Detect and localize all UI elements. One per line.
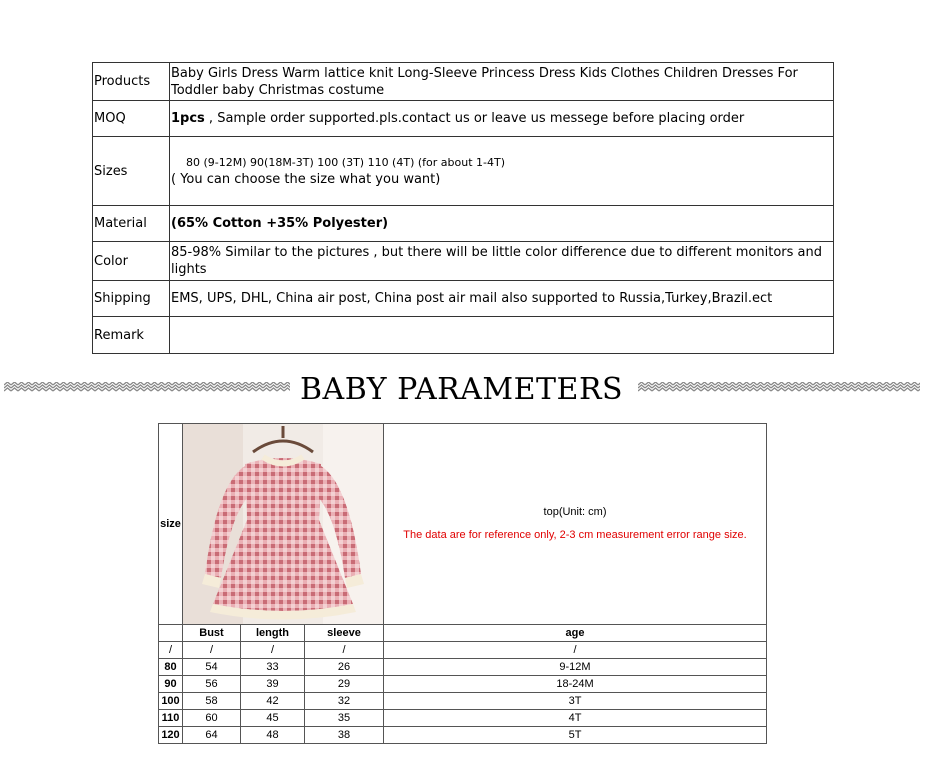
info-value xyxy=(170,317,834,354)
header-sleeve: sleeve xyxy=(305,625,384,642)
size-cell: 90 xyxy=(159,676,183,693)
info-row-moq xyxy=(93,101,834,137)
sizes-note: ( You can choose the size what you want) xyxy=(171,172,441,187)
header-bust: Bust xyxy=(183,625,241,642)
photo-row xyxy=(159,424,767,625)
header-length: length xyxy=(241,625,305,642)
measurement-note: The data are for reference only, 2-3 cm measurement error range size. xyxy=(403,529,747,541)
size-parameter-table xyxy=(158,423,767,744)
table-row xyxy=(159,659,767,676)
age-cell: 18-24M xyxy=(384,676,767,693)
info-row-sizes xyxy=(93,137,834,206)
size-cell: 80 xyxy=(159,659,183,676)
info-value: EMS, UPS, DHL, China air post, China post air mail also supported to Russia,Turkey,Brazil.ect xyxy=(170,281,834,317)
sleeve-cell: 32 xyxy=(305,693,384,710)
unit-cell: / xyxy=(384,642,767,659)
info-value xyxy=(170,206,834,242)
material-value: (65% Cotton +35% Polyester) xyxy=(171,216,389,231)
sleeve-cell: 26 xyxy=(305,659,384,676)
sizes-list: 80 (9-12M) 90(18M-3T) 100 (3T) 110 (4T) (for about 1-4T) xyxy=(186,156,505,169)
info-value: 85-98% Similar to the pictures , but there will be little color difference due to different monitors and lights xyxy=(170,242,834,281)
age-cell: 5T xyxy=(384,727,767,744)
dress-image xyxy=(183,424,383,624)
measurement-note-cell xyxy=(384,424,767,625)
unit-cell: / xyxy=(183,642,241,659)
length-cell: 48 xyxy=(241,727,305,744)
moq-quantity: 1pcs xyxy=(171,111,205,126)
age-cell: 4T xyxy=(384,710,767,727)
unit-label: (Unit: cm) xyxy=(558,506,607,518)
top-label: top xyxy=(543,506,559,518)
bust-cell: 58 xyxy=(183,693,241,710)
info-label: Color xyxy=(93,242,170,281)
unit-cell: / xyxy=(159,642,183,659)
table-row xyxy=(159,676,767,693)
size-cell: 110 xyxy=(159,710,183,727)
age-cell: 3T xyxy=(384,693,767,710)
length-cell: 33 xyxy=(241,659,305,676)
info-label: Remark xyxy=(93,317,170,354)
bust-cell: 54 xyxy=(183,659,241,676)
size-cell: 120 xyxy=(159,727,183,744)
sleeve-cell: 35 xyxy=(305,710,384,727)
info-label: Products xyxy=(93,63,170,101)
length-cell: 39 xyxy=(241,676,305,693)
bust-cell: 56 xyxy=(183,676,241,693)
info-row-shipping xyxy=(93,281,834,317)
zigzag-divider-left xyxy=(4,382,290,394)
info-row-products xyxy=(93,63,834,101)
bust-cell: 64 xyxy=(183,727,241,744)
info-value: Baby Girls Dress Warm lattice knit Long-Sleeve Princess Dress Kids Clothes Children Dresses For Toddler baby Christmas costume xyxy=(170,63,834,101)
info-row-material xyxy=(93,206,834,242)
table-row xyxy=(159,727,767,744)
section-title: BABY PARAMETERS xyxy=(300,372,624,407)
info-row-remark xyxy=(93,317,834,354)
info-value xyxy=(170,101,834,137)
info-label: Sizes xyxy=(93,137,170,206)
info-row-color xyxy=(93,242,834,281)
zigzag-divider-right xyxy=(638,382,920,394)
sleeve-cell: 29 xyxy=(305,676,384,693)
moq-text: , Sample order supported.pls.contact us or leave us messege before placing order xyxy=(204,111,745,126)
size-cell: 100 xyxy=(159,693,183,710)
table-row xyxy=(159,693,767,710)
info-value xyxy=(170,137,834,206)
info-label: MOQ xyxy=(93,101,170,137)
top-unit-label xyxy=(384,505,766,520)
sleeve-cell: 38 xyxy=(305,727,384,744)
header-row xyxy=(159,625,767,642)
info-label: Shipping xyxy=(93,281,170,317)
unit-row xyxy=(159,642,767,659)
product-info-table xyxy=(92,62,834,354)
bust-cell: 60 xyxy=(183,710,241,727)
table-row xyxy=(159,710,767,727)
info-label: Material xyxy=(93,206,170,242)
unit-cell: / xyxy=(241,642,305,659)
length-cell: 42 xyxy=(241,693,305,710)
unit-cell: / xyxy=(305,642,384,659)
age-cell: 9-12M xyxy=(384,659,767,676)
size-label: size xyxy=(159,424,183,625)
empty-header-cell xyxy=(159,625,183,642)
product-photo xyxy=(183,424,384,625)
length-cell: 45 xyxy=(241,710,305,727)
header-age: age xyxy=(384,625,767,642)
